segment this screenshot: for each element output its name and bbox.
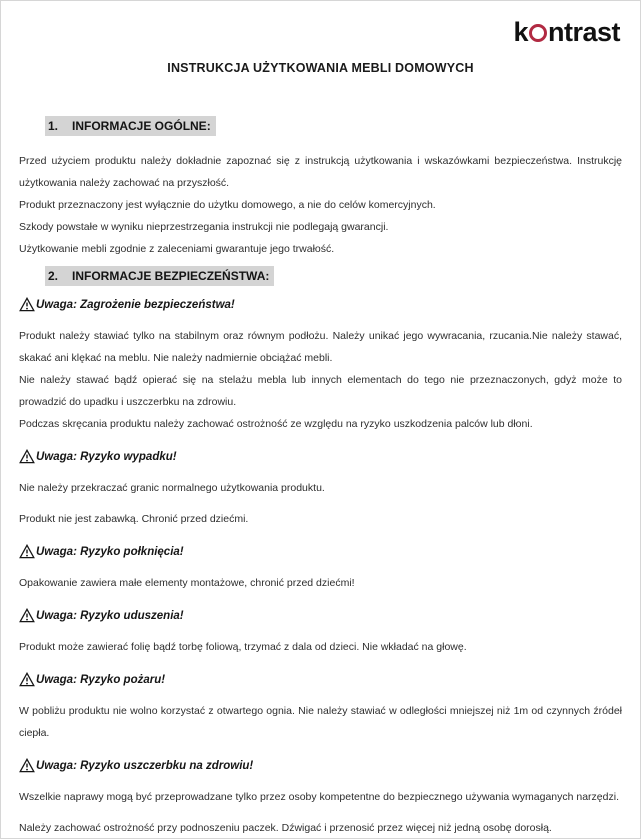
warning-triangle-icon <box>19 544 35 559</box>
paragraph: Produkt może zawierać folię bądź torbę foliową, trzymać z dala od dzieci. Nie wkładać na głowę. <box>19 641 467 653</box>
warning-heading <box>19 544 622 559</box>
warning-heading <box>19 672 622 687</box>
logo-ring-icon <box>529 24 547 42</box>
paragraph: W pobliżu produktu nie wolno korzystać z otwartego ognia. Nie należy stawiać w odległości mniejszej niż 1m od czynnych źródeł ciepła. <box>19 705 622 739</box>
warning-heading <box>19 449 622 464</box>
paragraph: Użytkowanie mebli zgodnie z zaleceniami gwarantuje jego trwałość. <box>19 243 335 255</box>
section-1-heading <box>45 119 622 133</box>
paragraph: Wszelkie naprawy mogą być przeprowadzane tylko przez osoby kompetentne do bezpiecznego używania wymaganych narzędzi. <box>19 791 619 803</box>
paragraph: Opakowanie zawiera małe elementy montażowe, chronić przed dziećmi! <box>19 577 355 589</box>
section-1-number: 1. <box>48 119 59 133</box>
warning-heading <box>19 297 622 312</box>
paragraph: Produkt przeznaczony jest wyłącznie do użytku domowego, a nie do celów komercyjnych. <box>19 199 436 211</box>
paragraph: Podczas skręcania produktu należy zachować ostrożność ze względu na ryzyko uszkodzenia palców lub dłoni. <box>19 418 533 430</box>
paragraph: Nie należy przekraczać granic normalnego użytkowania produktu. <box>19 482 325 494</box>
warning-triangle-icon <box>19 758 35 773</box>
warning-label: Uwaga: Zagrożenie bezpieczeństwa! <box>36 298 235 311</box>
warning-label: Uwaga: Ryzyko uduszenia! <box>36 609 184 622</box>
page-title: INSTRUKCJA UŻYTKOWANIA MEBLI DOMOWYCH <box>167 61 474 75</box>
paragraph: Szkody powstałe w wyniku nieprzestrzegania instrukcji nie podlegają gwarancji. <box>19 221 389 233</box>
section-1-heading-highlight <box>45 116 216 136</box>
warning-label: Uwaga: Ryzyko uszczerbku na zdrowiu! <box>36 759 254 772</box>
paragraph: Produkt nie jest zabawką. Chronić przed dziećmi. <box>19 513 249 525</box>
section-2-number: 2. <box>48 269 59 283</box>
paragraph: Produkt należy stawiać tylko na stabilnym oraz równym podłożu. Należy unikać jego wywracania, rzucania.Nie należy stawać, skakać ani klękać na meblu. Nie należy nadmiernie obciążać mebli. <box>19 330 622 364</box>
document-page <box>1 1 640 839</box>
warning-triangle-icon <box>19 297 35 312</box>
warning-heading <box>19 608 622 623</box>
warning-triangle-icon <box>19 608 35 623</box>
warning-label: Uwaga: Ryzyko wypadku! <box>36 450 177 463</box>
section-2-title: INFORMACJE BEZPIECZEŃSTWA: <box>72 269 270 283</box>
section-2-heading-highlight <box>45 266 274 286</box>
paragraph: Nie należy stawać bądź opierać się na stelażu mebla lub innych elementach do tego nie przeznaczonych, gdyż może to prowadzić do upadku i uszczerbku na zdrowiu. <box>19 374 622 408</box>
logo-text-before: k <box>513 17 528 47</box>
warning-triangle-icon <box>19 449 35 464</box>
section-1-title: INFORMACJE OGÓLNE: <box>72 119 211 133</box>
warning-label: Uwaga: Ryzyko połknięcia! <box>36 545 184 558</box>
warning-heading <box>19 758 622 773</box>
section-2-heading <box>45 269 622 283</box>
paragraph: Przed użyciem produktu należy dokładnie zapoznać się z instrukcją użytkowania i wskazówkami bezpieczeństwa. Instrukcję użytkowania należy zachować na przyszłość. <box>19 155 622 189</box>
warning-triangle-icon <box>19 672 35 687</box>
paragraph: Należy zachować ostrożność przy podnoszeniu paczek. Dźwigać i przenosić przez więcej niż jedną osobę dorosłą. <box>19 822 552 834</box>
kontrast-logo <box>513 17 620 48</box>
logo-text-after: ntrast <box>547 17 620 47</box>
warning-label: Uwaga: Ryzyko pożaru! <box>36 673 166 686</box>
